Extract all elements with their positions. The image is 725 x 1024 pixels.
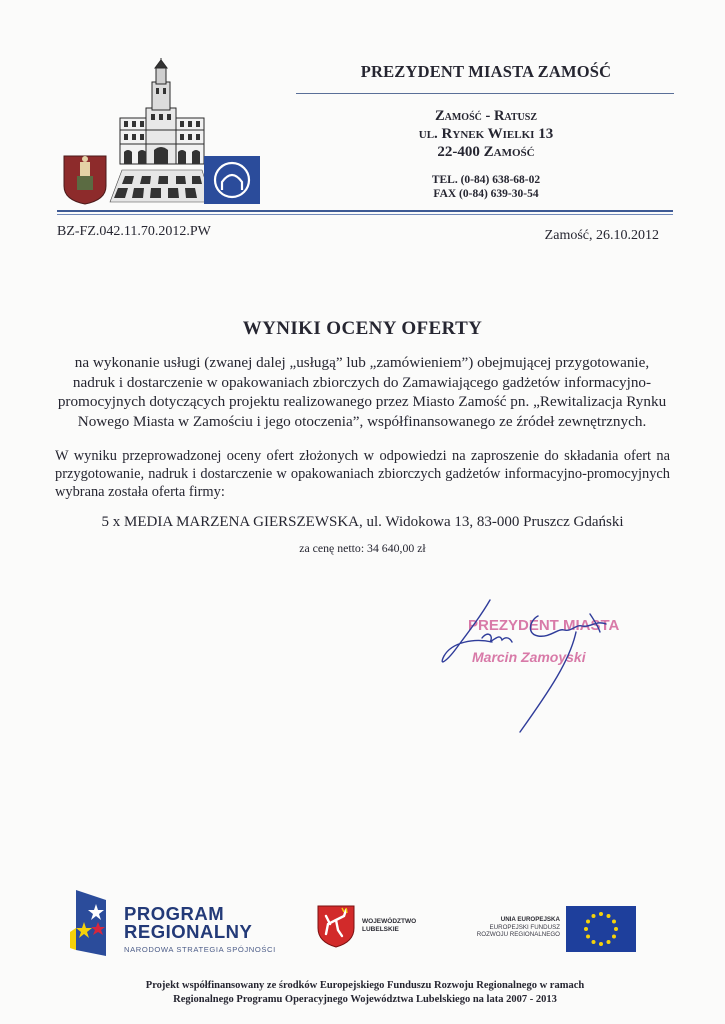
eu-star-icon [614, 927, 618, 931]
eu-line-3: ROZWOJU REGIONALNEGO [476, 931, 560, 938]
eu-star-icon [612, 920, 616, 924]
header-rule-bottom [57, 214, 673, 215]
document-title: WYNIKI OCENY OFERTY [242, 318, 483, 339]
stamp-name: Marcin Zamoyski [472, 649, 586, 665]
reference-number: BZ-FZ.042.11.70.2012.PW [57, 224, 211, 239]
market-square-icon [110, 170, 212, 202]
eu-line-2: EUROPEJSKI FUNDUSZ [489, 923, 560, 931]
town-hall-building-icon [120, 58, 204, 164]
eu-star-icon [586, 935, 590, 939]
paragraph-subject [36, 353, 688, 431]
eu-star-icon [607, 940, 611, 944]
paragraph-line: promocyjnych dotyczących projektu realizowanego przez Miasto Zamość pn. „Rewitalizacja Rynku [57, 393, 667, 410]
eu-star-icon [607, 914, 611, 918]
eu-fund-name [452, 916, 560, 939]
header-divider [296, 93, 674, 94]
voivodeship-line-2: LUBELSKIE [362, 926, 399, 933]
eu-star-icon [584, 927, 588, 931]
program-regionalny-logo-icon [70, 890, 110, 956]
eu-flag-icon [566, 906, 636, 952]
paragraph-line: nadruk i dostarczenie w opakowaniach zbiorczych do Zamawiającego gadżetów informacyjno- [72, 373, 652, 391]
lubelskie-crest-icon [316, 904, 356, 948]
program-subtitle: NARODOWA STRATEGIA SPÓJNOŚCI [124, 945, 276, 954]
mayor-title: PREZYDENT MIASTA ZAMOŚĆ [360, 62, 612, 81]
voivodeship-line-1: WOJEWÓDZTWO [362, 918, 417, 925]
heritage-emblem-icon [204, 156, 260, 204]
eu-star-icon [612, 935, 616, 939]
eu-star-icon [592, 940, 596, 944]
signature-stamp [430, 590, 630, 740]
eu-line-1: UNIA EUROPEJSKA [500, 916, 560, 923]
funding-note [60, 979, 670, 1007]
eu-star-icon [599, 912, 603, 916]
program-line-2: REGIONALNY [124, 921, 253, 942]
voivodeship-name [362, 918, 416, 934]
fax-number: FAX (0-84) 639-30-54 [433, 188, 539, 200]
net-price: za cenę netto: 34 640,00 zł [299, 541, 426, 555]
funding-note-line-2: Regionalnego Programu Operacyjnego Województwa Lubelskiego na lata 2007 - 2013 [173, 994, 557, 1005]
funding-note-line-1: Projekt współfinansowany ze środków Europejskiego Funduszu Rozwoju Regionalnego w ramach [145, 980, 585, 991]
program-name [124, 905, 252, 941]
eu-star-icon [586, 920, 590, 924]
stamp-title: PREZYDENT MIASTA [468, 617, 620, 634]
paragraph-line: Nowego Miasta w Zamościu i jego otoczenia”, współfinansowanego ze źródeł zewnętrznych. [77, 412, 647, 430]
paragraph-result: W wyniku przeprowadzonej oceny ofert złożonych w odpowiedzi na zaproszenie do składania ofert na przygotowanie, nadruk i dostarczenie w opakowaniach zbiorczych gadżetów informacyjno-promocyjnych wybrana została oferta firmy: [55, 448, 670, 500]
program-line-1: PROGRAM [124, 903, 225, 924]
paragraph-line: na wykonanie usługi (zwanej dalej „usługą” lub „zamówieniem”) obejmującej przygotowanie, [74, 354, 650, 371]
address-line-1: Zamość - Ratusz [434, 108, 538, 124]
eu-star-icon [599, 942, 603, 946]
place-date: Zamość, 26.10.2012 [544, 228, 659, 243]
town-hall-logo [62, 58, 262, 206]
eu-star-icon [592, 914, 596, 918]
address-line-3: 22-400 Zamość [437, 144, 535, 160]
address-line-2: ul. Rynek Wielki 13 [418, 126, 554, 142]
header-rule-top [57, 210, 673, 212]
selected-contractor: 5 x MEDIA MARZENA GIERSZEWSKA, ul. Widokowa 13, 83-000 Pruszcz Gdański [101, 514, 624, 530]
city-crest-icon [64, 156, 106, 204]
phone-number: TEL. (0-84) 638-68-02 [431, 174, 541, 186]
